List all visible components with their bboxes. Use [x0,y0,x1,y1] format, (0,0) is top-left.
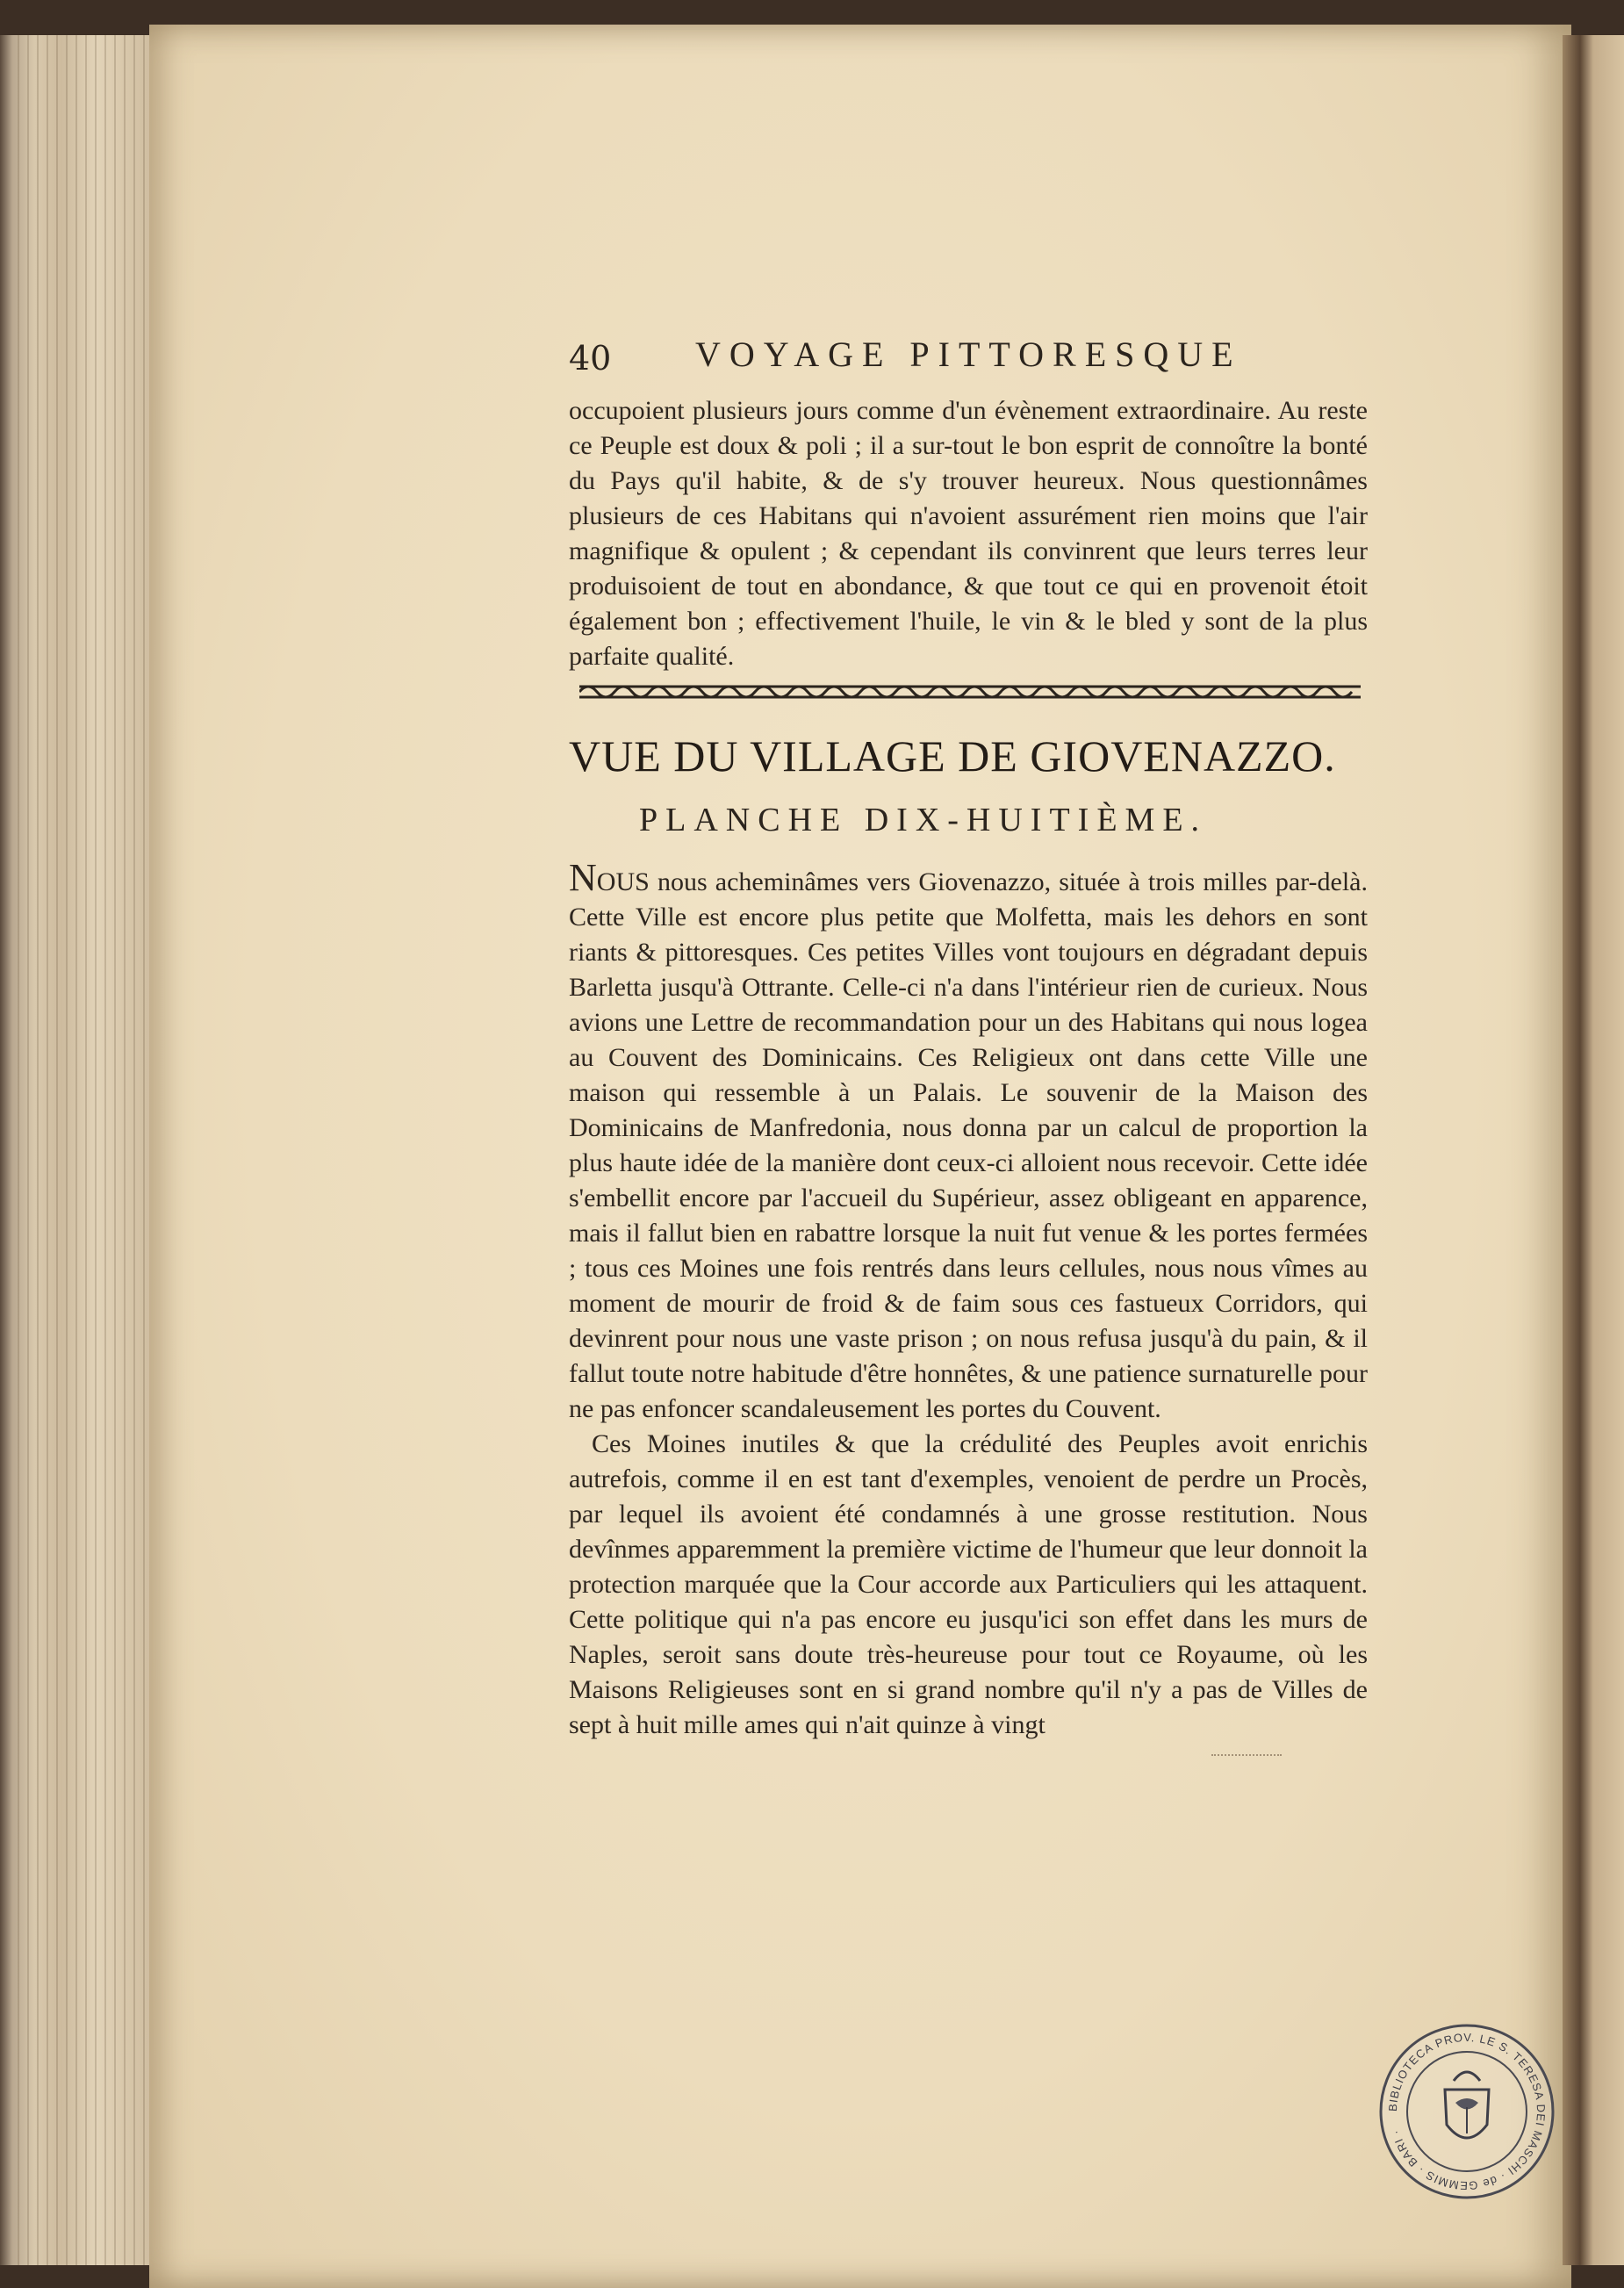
plate-subtitle: PLANCHE DIX-HUITIÈME. [639,802,1208,838]
running-title: VOYAGE PITTORESQUE [695,335,1242,374]
page-edge-lines [18,35,158,2265]
paragraph-1-text: OUS nous acheminâmes vers Giovenazzo, située à trois milles par-delà. Cette Ville est encore plus petite que Molfetta, mais les dehors en sont riants & pittoresques. Ces petites Villes vont toujours en dégradant depuis Barletta jusqu'à Ottrante. Celle-ci n'a dans l'intérieur rien de curieux. Nous avions une Lettre de recommandation pour un des Habitans qui nous logea au Couvent des Dominicains. Ces Religieux ont dans cette Ville une maison qui ressemble à un Palais. Le souvenir de la Maison des Dominicains de Manfredonia, nous donna par un calcul de proportion la plus haute idée de la manière dont ceux-ci alloient nous recevoir. Cette idée s'embellit encore par l'accueil du Supérieur, assez obligeant en apparence, mais il fallut bien en rabattre lorsque la nuit fut venue & les portes fermées ; tous ces Moines une fois rentrés dans leurs cellules, nous nous vîmes au moment de mourir de froid & de faim sous ces fastueux Corridors, qui devinrent pour nous une vaste prison ; on nous refusa jusqu'à du pain, & il fallut toute notre habitude d'être honnêtes, & une patience surnaturelle pour ne pas enfoncer scandaleusement les portes du Couvent. [569,867,1368,1423]
opening-paragraph-block [569,393,1368,674]
opening-paragraph: occupoient plusieurs jours comme d'un évènement extraordinaire. Au reste ce Peuple est doux & poli ; il a sur-tout le bon esprit de connoître la bonté du Pays qu'il habite, & de s'y trouver heureux. Nous questionnâmes plusieurs de ces Habitans qui n'avoient assurément rien moins que l'air magnifique & opulent ; & cependant ils convinrent que leurs terres leur produisoient de tout en abondance, & que tout ce qui en provenoit étoit également bon ; effectivement l'huile, le vin & le bled y sont de la plus parfaite qualité. [569,396,1368,671]
svg-text:BIBLIOTECA PROV. LE S. TERESA: BIBLIOTECA PROV. LE S. TERESA DEI MASCHI · de GEMMIS · BARI · [1385,2030,1549,2193]
running-header [569,334,1376,386]
page-number: 40 [569,339,612,378]
catchword-mark [1211,1754,1282,1761]
section-title: VUE DU VILLAGE DE GIOVENAZZO. [569,731,1336,781]
paragraph-2: Ces Moines inutiles & que la crédulité des Peuples avoit enrichis autrefois, comme il en est tant d'exemples, venoient de perdre un Procès, par lequel ils avoient été condamnés à une grosse restitution. Nous devînmes apparemment la première victime de l'humeur que leur donnoit la protection marquée que la Cour accorde aux Particuliers qui les attaquent. Cette politique qui n'a pas encore eu jusqu'ici son effet dans les murs de Naples, seroit sans doute très-heureuse pour tout ce Royaume, où les Maisons Religieuses sont en si grand nombre qu'il n'y a pas de Villes de sept à huit mille ames qui n'ait quinze à vingt [569,1429,1368,1739]
drop-cap: N [569,856,597,899]
book-gutter [1563,35,1624,2265]
paragraph-1 [569,856,1368,1427]
library-stamp-seal [1375,2019,1559,2204]
main-text-block [569,856,1368,1743]
decorative-rule-ornament [579,676,1361,708]
